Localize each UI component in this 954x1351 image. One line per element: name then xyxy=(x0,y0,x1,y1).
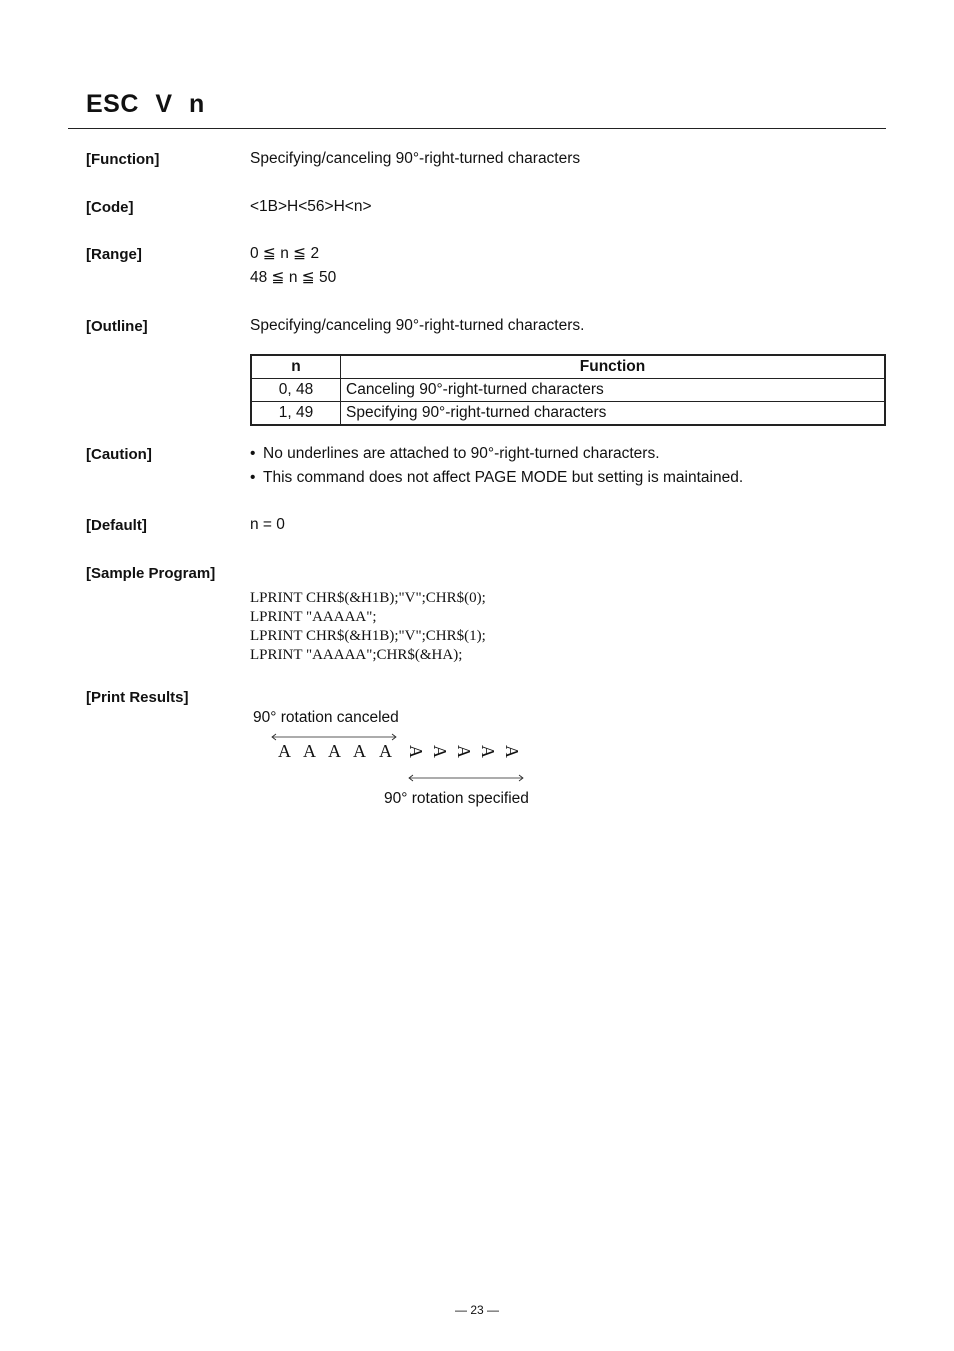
normal-char: A xyxy=(303,741,316,761)
table-row xyxy=(251,379,885,402)
normal-char: A xyxy=(379,741,392,761)
caution-text-2: This command does not affect PAGE MODE but setting is maintained. xyxy=(263,469,744,486)
caution-item-2 xyxy=(250,466,743,490)
rotated-char: A xyxy=(406,745,426,758)
table-cell-n: 0, 48 xyxy=(251,379,341,402)
normal-char: A xyxy=(328,741,341,761)
caution-label: [Caution] xyxy=(86,446,152,463)
table-cell-function: Specifying 90°-right-turned characters xyxy=(341,402,886,426)
rotated-char: A xyxy=(478,745,498,758)
normal-char: A xyxy=(353,741,366,761)
outline-text: Specifying/canceling 90°-right-turned characters. xyxy=(250,317,585,334)
normal-char: A xyxy=(278,741,291,761)
outline-label: [Outline] xyxy=(86,318,148,335)
range-line-1: 0 ≦ n ≦ 2 xyxy=(250,245,320,262)
function-text: Specifying/canceling 90°-right-turned characters xyxy=(250,150,581,167)
function-table xyxy=(250,354,886,426)
sample-label: [Sample Program] xyxy=(86,565,216,582)
rotated-char: A xyxy=(502,745,522,758)
results-label: [Print Results] xyxy=(86,689,189,706)
specified-span-arrow xyxy=(407,773,525,783)
table-header-function: Function xyxy=(341,355,886,379)
rotated-char: A xyxy=(430,745,450,758)
table-row xyxy=(251,402,885,426)
caution-text-1: No underlines are attached to 90°-right-turned characters. xyxy=(263,445,660,462)
function-label: [Function] xyxy=(86,151,160,168)
table-header-row xyxy=(251,355,885,379)
table-cell-n: 1, 49 xyxy=(251,402,341,426)
caution-item-1 xyxy=(250,442,660,466)
range-label: [Range] xyxy=(86,246,142,263)
table-header-n: n xyxy=(251,355,341,379)
page-number: — 23 — xyxy=(454,1303,499,1317)
code-line-2: LPRINT "AAAAA"; xyxy=(250,609,377,625)
canceled-label: 90° rotation canceled xyxy=(253,709,399,726)
range-line-2: 48 ≦ n ≦ 50 xyxy=(250,269,337,286)
title-rule xyxy=(68,128,886,129)
code-line-1: LPRINT CHR$(&H1B);"V";CHR$(0); xyxy=(250,590,486,606)
default-label: [Default] xyxy=(86,517,147,534)
code-label: [Code] xyxy=(86,199,134,216)
sample-program xyxy=(250,589,486,665)
bullet-icon: • xyxy=(250,469,256,486)
rotated-char: A xyxy=(454,745,474,758)
page-title: ESC V n xyxy=(86,90,205,118)
table-cell-function: Canceling 90°-right-turned characters xyxy=(341,379,886,402)
bullet-icon: • xyxy=(250,445,256,462)
specified-label: 90° rotation specified xyxy=(384,790,529,807)
code-line-4: LPRINT "AAAAA";CHR$(&HA); xyxy=(250,647,463,663)
code-line-3: LPRINT CHR$(&H1B);"V";CHR$(1); xyxy=(250,628,486,644)
code-text: <1B>H<56>H<n> xyxy=(250,198,372,215)
default-text: n = 0 xyxy=(250,516,285,533)
